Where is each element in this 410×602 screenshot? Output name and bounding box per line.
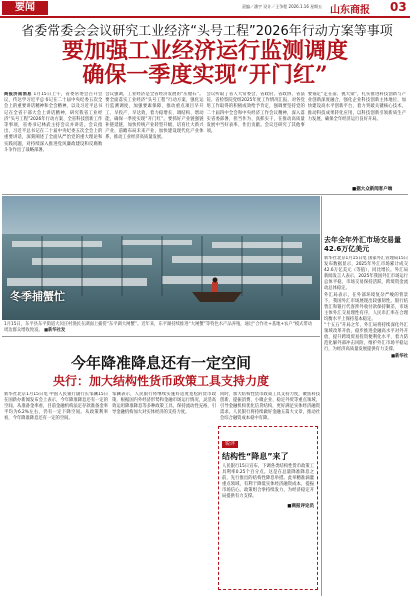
column-divider (321, 196, 322, 596)
photo-credit: ■新华社发 (44, 328, 66, 333)
header-rule (0, 16, 410, 18)
lead-dateline: 商报济南消息 (4, 92, 32, 97)
side-headline: 去年全年外汇市场交易量42.6万亿美元 (324, 236, 401, 253)
side-credit: ■新华社 (391, 353, 408, 359)
lead-col-3: 会议听取了省人大常委会、省政府、省政协、省法院、省检察院党组2025年度工作情况汇报，对各党组工作取得的积极成效给予肯定，强调要坚持党的二十届四中全会和中央经济工作会议精神，深入落实省委部署，担当作为、真抓实干，在推动高质量发展中当好表率、作出贡献。会议还研究了其他事项。 (206, 92, 305, 135)
comment-box (218, 426, 318, 590)
lead-kicker: 省委常委会会议研究工业经济“头号工程”2026年行动方案等事项 (21, 24, 393, 39)
lead-headline-1: 要加强工业经济运行监测调度 (61, 38, 348, 64)
second-col-2: 邹澜表示，人民银行将继续实施好适度宽松的货币政策，根据国内外经济形势和金融市场运行情况，灵活高效运用降准降息等多种政策工具，保持流动性充裕，引导金融机构加大对实体经济的支持力度。 (112, 392, 216, 416)
page-number: 03 (390, 0, 407, 14)
side-body: 新华社北京1月15日电 国家外汇管理局15日发布数据显示，2025年外汇市场累计成交42.6万亿美元（等值），同比增长。外汇局新闻发言人表示，2025年我国外汇市场运行总体平稳，市场交易保持活跃，跨境资金流动总体稳定。 外汇局表示，在外部环境复杂严峻的背景下，我国外汇市场展现出较强韧性。银行结售汇和银行代客涉外收付款保持顺差，市场主体外汇交易理性有序，人民币汇率在合理均衡水平上保持基本稳定。 “十五五”开局之年，外汇局将持续深化外汇领域改革开放，稳步推进金融高水平对外开放，提升跨境贸易投资便利化水平，着力防范化解外部冲击风险，维护外汇市场平稳运行，为经济高质量发展提供有力支撑。 ■新华社 (324, 256, 408, 359)
newspaper-brand: 山东商报 (330, 5, 370, 16)
divider (2, 194, 408, 195)
comment-tag: 锐评 (222, 441, 238, 448)
photo-caption: 1月15日，东平县东平街道大闵庄村渔民在湖面上捕捞“东平湖大闸蟹”。近年来，东平湖持续推进“大闸蟹”等特色水产品养殖，通过“合作社+基地+农户“模式带动周边群众增收致富。 ■新华社发 (4, 322, 313, 333)
lead-col-4: 要锚定“走在前、挑大梁”，扎实推进科技创新与产业创新深度融合，强化企业科技创新主体地位，加快建设高水平创新平台，着力突破关键核心技术，推动科技成果转化应用，以科技创新引领新质生产力发展，确保全年经济运行良好开局。 (307, 92, 406, 122)
lead-byline: ■据大众新闻客户端 (352, 187, 393, 192)
comment-body: 人民银行15日宣布，下调各类结构性货币政策工具利率0.25个百分点。这是在总量降准降息之前，先行推出的结构性降息举措。此举精准滴灌重点领域，有利于降低实体经济融资成本，提振市场信心。政策组合拳持续发力，为经济稳定开局提供有力支撑。 (222, 464, 314, 500)
lead-col-2: 会议强调，工业经济是全省经济发展的“压舱石”。要全面落实工业经济“头号工程”行动方案，强化运行监测调度，加强要素保障，推动重点项目早开工、早投产、早达效，着力稳增长、调结构、增动能，确保一季度实现“开门红”。要抓好产业链强链补链延链，加快传统产业转型升级，培育壮大新兴产业，前瞻布局未来产业，加快建设现代化产业体系，推动工业经济高质量发展。 (105, 92, 204, 141)
second-headline: 今年降准降息还有一定空间 (70, 354, 251, 372)
section-label: 要闻 (2, 1, 48, 15)
date-line: 责编／潘宇 设计／王争程 2026.1.16 星期五 (242, 4, 323, 9)
lead-col-1: 商报济南消息 1月15日上午，省委常委会召开会议，传达学习近平总书记在二十届中央纪委五次全会上的重要讲话精神和全会精神，以及习近平总书记在全省干部大会上讲话精神，研究我省工业经济“头号工程”2026年行动方案、全省科技创新工作等事项，省委书记林武主持会议并讲话。会议指出，习近平总书记在二十届中央纪委五次全会上的重要讲话，深刻阐述了全面从严治党的重大理论和实践问题，对持续深入推进党风廉政建设和反腐败斗争作出了战略部署。 (4, 92, 103, 153)
lead-body (4, 92, 406, 192)
page-header (0, 0, 410, 16)
photo-overlay-title: 冬季捕蟹忙 (10, 290, 65, 303)
comment-title: 结构性“降息”来了 (222, 452, 289, 461)
comment-author: ■商报评论员 (287, 503, 314, 509)
second-subheadline: 央行：加大结构性货币政策工具支持力度 (52, 374, 269, 388)
second-col-3: 同时，加大结构性货币政策工具支持力度，聚焦科技创新、提振消费、小微企业、稳定外贸等重点领域，引导金融机构优化信贷结构，更好满足实体经济融资需求。人民银行将持续做好金融五篇大文章，推动社会综合融资成本稳中有降。 (220, 392, 320, 422)
divider (2, 336, 320, 337)
lead-headline-2: 确保一季度实现“开门红” (82, 62, 328, 88)
second-col-1: 新华社北京1月15日电 中国人民银行副行长邹澜15日在国新办新闻发布会上表示，今年降准降息还有一定的空间。从准备金率看，目前金融机构法定存款准备金率平均为6.2%左右，仍有一定下降空间。从政策利率看，今年降准降息还有一定的空间。 (4, 392, 108, 422)
